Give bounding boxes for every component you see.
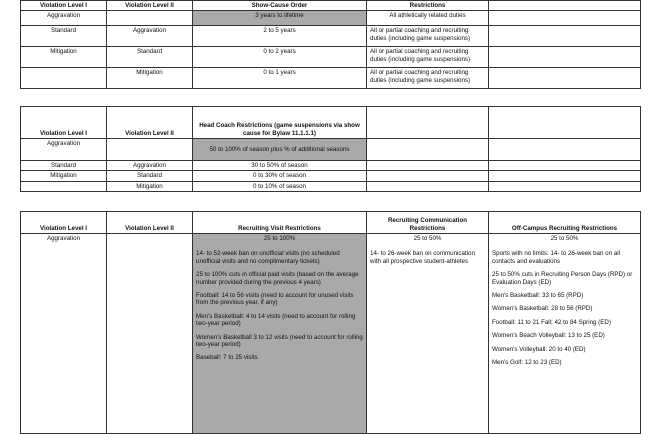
off-range: 25 to 50% <box>550 235 579 242</box>
cell: 0 to 2 years <box>193 47 367 68</box>
cell: Standard <box>107 47 193 68</box>
visit-item: Baseball: 7 to 25 visits <box>196 354 258 362</box>
cell <box>489 171 641 181</box>
table-header-row <box>21 212 641 234</box>
header-cell: Violation Level I <box>21 107 107 139</box>
off-item: Women's Beach Volleyball: 13 to 25 (ED) <box>492 332 605 340</box>
cell <box>107 139 193 161</box>
cell: 2 to 5 years <box>193 26 367 47</box>
header-cell: Show-Cause Order <box>193 1 367 11</box>
cell: Aggravation <box>21 11 107 26</box>
cell: Mitigation <box>107 68 193 89</box>
table-row <box>21 234 641 434</box>
cell: Standard <box>21 161 107 171</box>
table-row <box>21 139 641 161</box>
comm-item: 14- to 26-week ban on communication with all prospective student-athletes <box>370 250 475 265</box>
header-cell: Violation Level II <box>107 212 193 234</box>
cell <box>367 171 489 181</box>
table-row <box>21 47 641 68</box>
cell: Aggravation <box>107 161 193 171</box>
cell: Aggravation <box>21 139 107 161</box>
cell-highlighted: 3 years to lifetime <box>193 11 367 26</box>
cell: 0 to 10% of season <box>193 181 367 191</box>
recruiting-visit-cell <box>193 234 367 434</box>
off-item: Football: 11 to 21 Fall; 42 to 84 Spring (ED) <box>492 318 611 326</box>
cell: All or partial coaching and recruiting duties (including game suspensions) <box>367 47 489 68</box>
table-header-row <box>21 1 641 11</box>
header-cell: Violation Level II <box>107 107 193 139</box>
cell: 0 to 1 years <box>193 68 367 89</box>
cell <box>489 68 641 89</box>
cell: Mitigation <box>21 47 107 68</box>
cell: Aggravation <box>21 234 107 434</box>
off-item: Women's Basketball: 28 to 56 (RPD) <box>492 305 593 313</box>
cell <box>367 181 489 191</box>
cell <box>21 181 107 191</box>
recruiting-restrictions-table <box>20 211 641 434</box>
cell: 0 to 30% of season <box>193 171 367 181</box>
visit-item: Women's Basketball 3 to 12 visits (need to account for rolling two-year period) <box>196 333 363 349</box>
cell: All or partial coaching and recruiting duties (including game suspensions) <box>367 68 489 89</box>
header-cell: Violation Level II <box>107 1 193 11</box>
cell-highlighted: 50 to 100% of season plus % of additional seasons <box>193 139 367 161</box>
cell: Standard <box>107 171 193 181</box>
cell: All or partial coaching and recruiting duties (including game suspensions) <box>367 26 489 47</box>
header-cell: Restrictions <box>367 1 489 11</box>
table-header-row <box>21 107 641 139</box>
header-cell: Off-Campus Recruiting Restrictions <box>489 212 641 234</box>
visit-item: 14- to 52-week ban on unofficial visits (no scheduled unofficial visits and no complimentary tickets) <box>196 250 340 265</box>
header-cell <box>367 107 489 139</box>
cell: 30 to 50% of season <box>193 161 367 171</box>
cell <box>21 68 107 89</box>
header-cell: Violation Level I <box>21 212 107 234</box>
cell <box>489 181 641 191</box>
cell: Aggravation <box>107 26 193 47</box>
cell <box>107 234 193 434</box>
off-item: 25 to 50% cuts in Recruiting Person Days (RPD) or Evaluation Days (ED) <box>492 271 633 286</box>
comm-range: 25 to 50% <box>413 235 442 242</box>
visit-item: Football: 14 to 56 visits (need to account for unused visits from the previous year, if any) <box>196 292 354 307</box>
table-row <box>21 26 641 47</box>
table-row <box>21 171 641 181</box>
header-cell: Head Coach Restrictions (game suspensions via show cause for Bylaw 11.1.1.1) <box>193 107 367 139</box>
off-item: Men's Basketball: 33 to 65 (RPD) <box>492 292 584 300</box>
off-item: Sports with no limits: 14- to 26-week ban on all contacts and evaluations <box>492 250 620 265</box>
show-cause-table <box>20 0 641 89</box>
cell: Mitigation <box>107 181 193 191</box>
cell <box>489 26 641 47</box>
head-coach-table <box>20 106 641 192</box>
cell: Mitigation <box>21 171 107 181</box>
header-cell: Recruiting Communication Restrictions <box>367 212 489 234</box>
visit-range: 25 to 100% <box>263 235 296 242</box>
off-item: Women's Volleyball: 20 to 40 (ED) <box>492 345 586 353</box>
off-item: Men's Golf: 12 to 23 (ED) <box>492 359 562 367</box>
header-cell <box>489 1 641 11</box>
header-cell: Violation Level I <box>21 1 107 11</box>
off-campus-cell <box>489 234 641 434</box>
cell <box>489 161 641 171</box>
header-cell: Recruiting Visit Restrictions <box>193 212 367 234</box>
table-row <box>21 11 641 26</box>
cell <box>367 161 489 171</box>
cell: Standard <box>21 26 107 47</box>
cell: All athletically related duties <box>367 11 489 26</box>
visit-item: 25 to 100% cuts in official paid visits (based on the average number provided during the previous 4 years) <box>196 271 359 286</box>
header-cell <box>489 107 641 139</box>
visit-item: Men's Basketball: 4 to 14 visits (need to account for rolling two-year period) <box>196 312 356 328</box>
table-row <box>21 161 641 171</box>
cell <box>367 139 489 161</box>
recruiting-communication-cell <box>367 234 489 434</box>
cell <box>489 11 641 26</box>
table-row <box>21 181 641 191</box>
table-row <box>21 68 641 89</box>
cell <box>107 11 193 26</box>
cell <box>489 47 641 68</box>
cell <box>489 139 641 161</box>
